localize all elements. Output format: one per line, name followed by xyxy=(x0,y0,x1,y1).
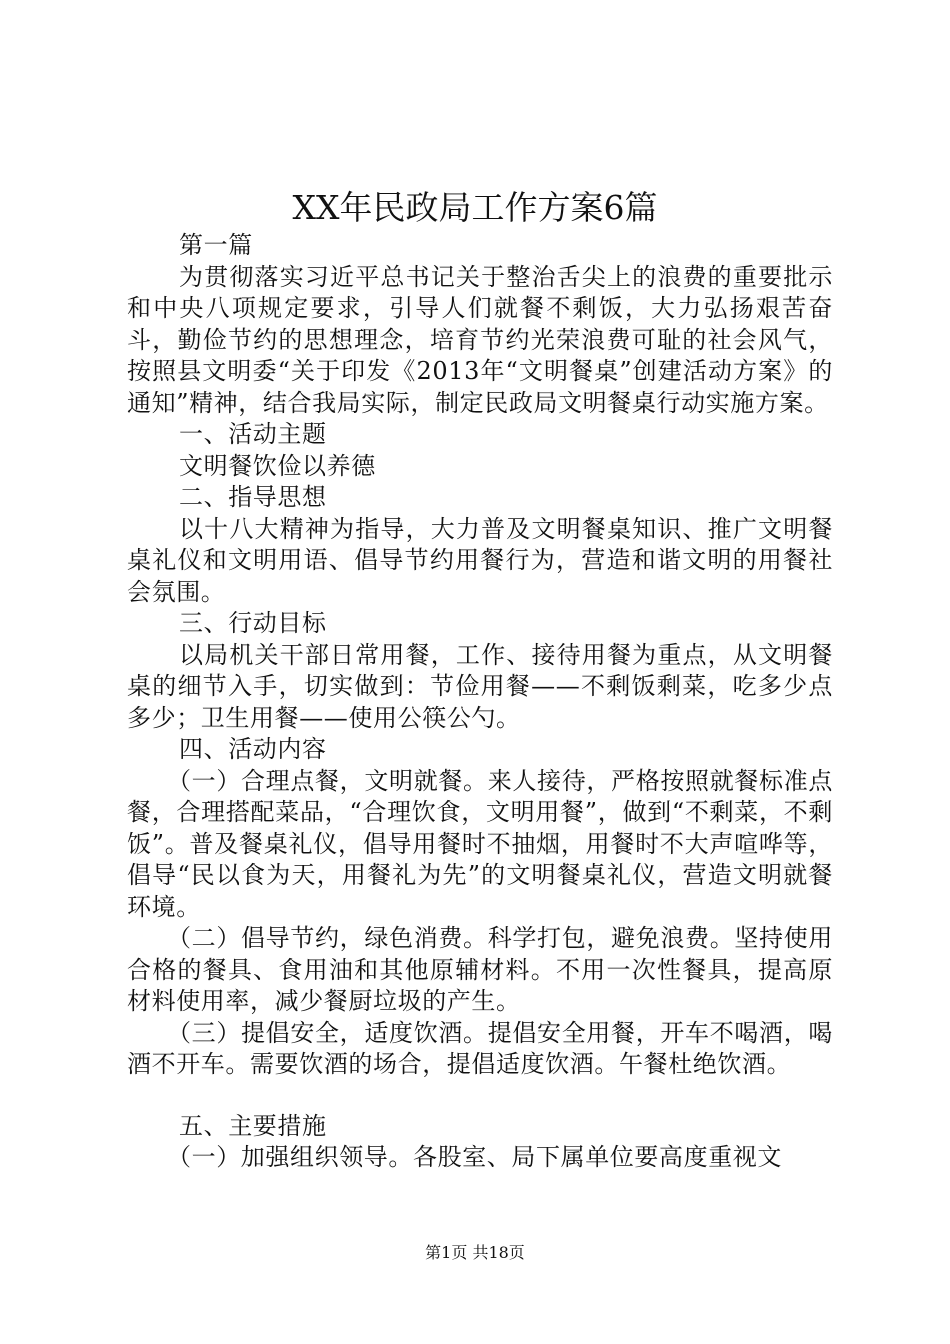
paragraph-gap xyxy=(127,1081,833,1111)
heading-main-measures: 五、主要措施 xyxy=(179,1111,327,1140)
document-body xyxy=(127,230,833,1174)
intro-paragraph: 为贯彻落实习近平总书记关于整治舌尖上的浪费的重要批示和中央八项规定要求，引导人们就餐不剩饭，大力弘扬艰苦奋斗，勤俭节约的思想理念，培育节约光荣浪费可耻的社会风气，按照县文明委“关于印发《2013年“文明餐桌”创建活动方案》的通知”精神，结合我局实际，制定民政局文明餐桌行动实施方案。 xyxy=(127,262,833,417)
heading-action-goal: 三、行动目标 xyxy=(179,609,327,637)
heading-activity-theme: 一、活动主题 xyxy=(179,420,327,448)
content-item-3: （三）提倡安全，适度饮酒。提倡安全用餐，开车不喝酒，喝酒不开车。需要饮酒的场合，提倡适度饮酒。午餐杜绝饮酒。 xyxy=(127,1018,833,1078)
heading-activity-content: 四、活动内容 xyxy=(179,735,327,763)
document-title: XX年民政局工作方案6篇 xyxy=(292,188,658,227)
content-item-1: （一）合理点餐，文明就餐。来人接待，严格按照就餐标准点餐，合理搭配菜品，“合理饮食，文明用餐”，做到“不剩菜，不剩饭”。普及餐桌礼仪，倡导用餐时不抽烟，用餐时不大声喧哗等，倡导“民以食为天，用餐礼为先”的文明餐桌礼仪，营造文明就餐环境。 xyxy=(127,766,833,921)
guiding-ideology-paragraph: 以十八大精神为指导，大力普及文明餐桌知识、推广文明餐桌礼仪和文明用语、倡导节约用餐行为，营造和谐文明的用餐社会氛围。 xyxy=(127,514,833,606)
content-item-2: （二）倡导节约，绿色消费。科学打包，避免浪费。坚持使用合格的餐具、食用油和其他原辅材料。不用一次性餐具，提高原材料使用率，减少餐厨垃圾的产生。 xyxy=(127,924,833,1015)
activity-theme-text: 文明餐饮俭以养德 xyxy=(179,451,376,480)
action-goal-paragraph: 以局机关干部日常用餐，工作、接待用餐为重点，从文明餐桌的细节入手，切实做到：节俭用餐——不剩饭剩菜，吃多少点多少；卫生用餐——使用公筷公勺。 xyxy=(127,640,833,732)
measure-item-1: （一）加强组织领导。各股室、局下属单位要高度重视文 xyxy=(167,1143,782,1171)
heading-guiding-ideology: 二、指导思想 xyxy=(179,483,327,511)
section-label: 第一篇 xyxy=(179,231,253,259)
page-footer: 第1页 共18页 xyxy=(425,1243,525,1262)
